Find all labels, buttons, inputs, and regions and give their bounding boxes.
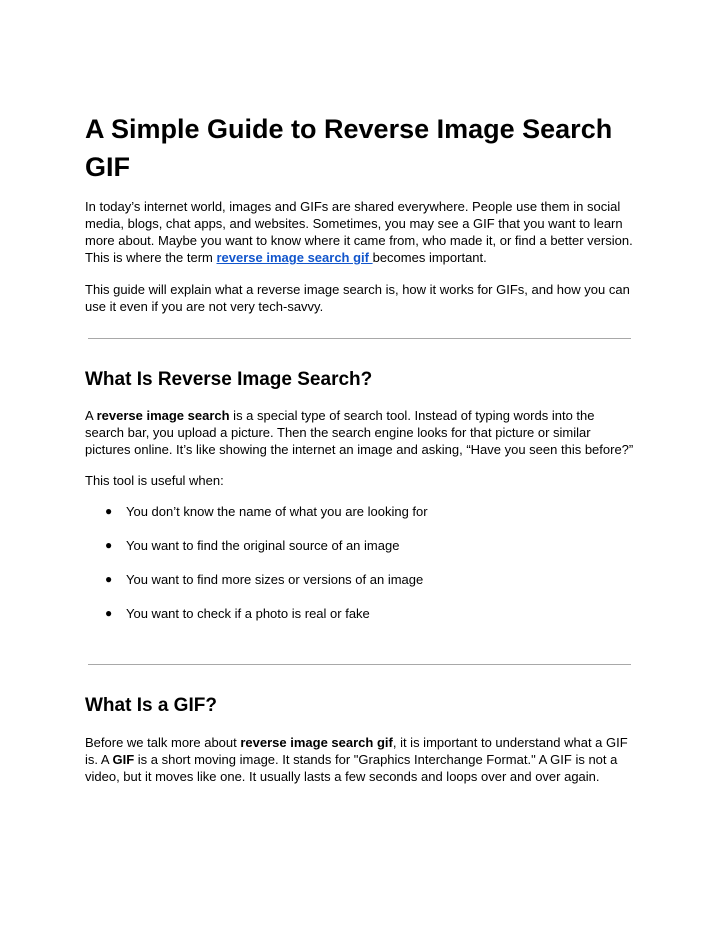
list-item	[85, 605, 637, 639]
section1-paragraph-2: This tool is useful when:	[85, 473, 224, 488]
intro-paragraph-2: This guide will explain what a reverse image search is, how it works for GIFs, and how you can use it even if you are not very tech-savvy.	[85, 282, 630, 314]
list-item	[85, 537, 637, 571]
bullet-icon: ●	[105, 538, 113, 552]
intro-text-after-link: becomes important.	[372, 250, 487, 265]
page-title: A Simple Guide to Reverse Image Search GIF	[85, 114, 613, 182]
bullet-icon: ●	[105, 504, 113, 518]
intro-text-before-link: In today’s internet world, images and GIFs are shared everywhere. People use them in social media, blogs, chat apps, and websites. Sometimes, you may see a GIF that you want to learn more about. Maybe you want to know where it came from, who made it, or find a better version. This is where the term	[85, 199, 633, 265]
bullet-icon: ●	[105, 572, 113, 586]
list-item	[85, 503, 637, 537]
section1-text-rest: is a special type of search tool. Instead of typing words into the search bar, you upload a picture. Then the search engine looks for that picture or similar pictures online. It’s like showing the internet an image and asking, “Have you seen this before?”	[85, 408, 634, 457]
section2-bold-term-1: reverse image search gif	[240, 735, 393, 750]
intro-paragraph-1	[85, 198, 637, 266]
section1-bold-term: reverse image search	[96, 408, 230, 423]
list-item-text: You want to check if a photo is real or fake	[126, 606, 370, 621]
section2-text-c: is a short moving image. It stands for "Graphics Interchange Format." A GIF is not a video, but it moves like one. It usually lasts a few seconds and loops over and over again.	[85, 752, 618, 784]
section2-text-a: Before we talk more about	[85, 735, 241, 750]
list-item-text: You don’t know the name of what you are looking for	[126, 504, 428, 519]
use-cases-list	[85, 503, 637, 639]
section-divider-1	[88, 338, 631, 339]
section2-text-b: , it is important to understand what a GIF is. A	[85, 735, 628, 767]
section-heading-reverse-image-search: What Is Reverse Image Search?	[85, 369, 373, 390]
list-item	[85, 571, 637, 605]
section2-paragraph-1	[85, 734, 637, 785]
section-heading-what-is-gif: What Is a GIF?	[85, 695, 217, 716]
list-item-text: You want to find more sizes or versions of an image	[126, 572, 424, 587]
section1-text-prefix: A	[85, 408, 97, 423]
bullet-icon: ●	[105, 606, 113, 620]
section1-paragraph-1	[85, 407, 637, 458]
reverse-image-search-gif-link[interactable]: reverse image search gif	[216, 250, 373, 265]
section-divider-2	[88, 664, 631, 665]
list-item-text: You want to find the original source of an image	[126, 538, 400, 553]
section2-bold-term-2: GIF	[112, 752, 135, 767]
